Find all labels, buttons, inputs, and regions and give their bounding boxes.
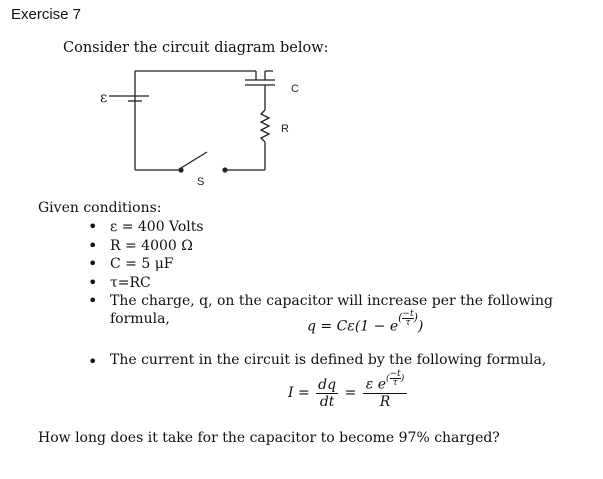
current-formula-lhs: I = [288,385,310,401]
question-text: How long does it take for the capacitor to become 97% charged? [38,430,500,446]
emf-label: ε [100,90,108,106]
condition-capacitance: • C = 5 μF [88,255,603,274]
intro-text: Consider the circuit diagram below: [63,40,329,56]
switch-contact-left [178,167,183,172]
resistor-symbol [261,110,269,142]
current-frac1-num: dq [318,376,337,393]
current-formula-eq: = [344,385,357,401]
switch-contact-right [222,167,227,172]
circuit-diagram [95,60,305,190]
current-text: • The current in the circuit is defined by the following formula, [88,352,546,368]
capacitor-label: C [291,83,299,95]
capacitor-symbol [245,80,275,85]
charge-formula: q = Cε(1 − e( $\frac{-t}{\tau}$ )) [307,309,424,335]
condition-emf: • ε = 400 Volts [88,218,603,237]
condition-resistance: • R = 4000 Ω [88,237,603,256]
current-exp-den: τ [392,378,398,388]
condition-charge-text: • The charge, q, on the capacitor will increase per the following formula, [88,292,603,311]
condition-tau: • τ=RC [88,274,603,293]
current-frac2-den: R [379,394,391,410]
charge-formula-lhs: q = Cε(1 − e [307,318,399,335]
charge-exp-num: −t [402,309,414,319]
charge-exp-den: τ [405,318,411,328]
given-heading: Given conditions: [38,200,162,216]
resistor-label: R [281,123,289,135]
current-frac2-num: ε e [365,376,386,393]
switch-label: S [197,176,205,188]
current-formula: I = $\frac{dq}{dt}$ = ε e( $\frac{-t}{\tau}$ ) R [288,376,407,410]
current-exp-num: −t [389,369,401,379]
charge-formula-rhs: ) [417,318,424,335]
exercise-title: Exercise 7 [11,6,82,23]
current-frac1-den: dt [319,393,335,410]
switch-symbol [135,152,207,170]
